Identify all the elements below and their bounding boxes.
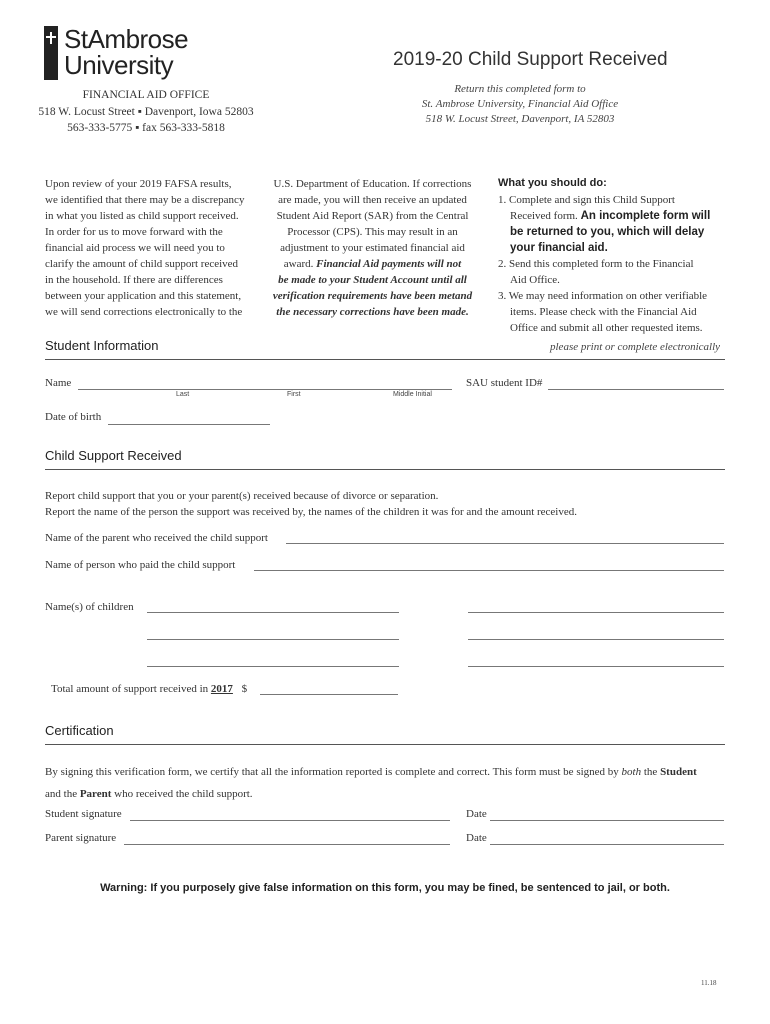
return-line-1: Return this completed form to: [454, 83, 586, 95]
intro-line: financial aid process we will need you to: [45, 242, 225, 254]
name-middle-label: Middle Initial: [393, 391, 432, 398]
certification-text: who received the child support.: [114, 788, 253, 800]
certification-text: By signing this verification form, we certify that all the information reported is complete and correct. This form must be signed by: [45, 766, 619, 778]
student-date-field[interactable]: [492, 807, 722, 820]
intro-line: Processor (CPS). This may result in an: [287, 226, 458, 238]
bullet-icon: ▪: [135, 122, 140, 134]
print-note: please print or complete electronically: [550, 341, 721, 353]
payment-warning-line: verification requirements have been metand: [272, 290, 473, 302]
name-field[interactable]: [80, 376, 450, 389]
name-first-label: First: [287, 391, 301, 398]
list-item-text: Received form.: [510, 210, 578, 222]
list-item: 3. We may need information on other verifiable: [498, 290, 708, 302]
sau-id-field-line: [548, 389, 724, 390]
list-item: 1. Complete and sign this Child Support: [498, 194, 675, 206]
intro-line: in the household. If there are differences: [45, 274, 223, 286]
section-divider: [45, 469, 725, 470]
list-item: items. Please check with the Financial Aid: [510, 306, 697, 318]
intro-line: clarify the amount of child support received: [45, 258, 239, 270]
parent-signature-label: Parent signature: [45, 832, 117, 844]
office-address: [16, 106, 276, 118]
intro-column-2: [265, 176, 480, 320]
certification-both: both: [621, 766, 642, 778]
intro-line: Student Aid Report (SAR) from the Central: [276, 210, 469, 222]
student-date-label: Date: [466, 808, 487, 820]
certification-text: the: [643, 766, 658, 778]
certification-parent: Parent: [79, 788, 112, 800]
name-label: Name: [45, 377, 72, 389]
certification-statement-1: [45, 764, 697, 780]
total-support-text: Total amount of support received in: [51, 683, 209, 695]
payment-warning: Financial Aid payments will not: [316, 258, 462, 270]
intro-column-1: [45, 176, 260, 320]
parent-date-field[interactable]: [492, 831, 722, 844]
list-item: [498, 208, 738, 224]
intro-line: are made, you will then receive an updated: [278, 194, 467, 206]
section-divider: [45, 744, 725, 745]
name-field-line: [78, 389, 452, 390]
office-fax: fax 563-333-5818: [142, 122, 225, 134]
office-phone: 563-333-5775: [67, 122, 133, 134]
bullet-icon: ▪: [137, 106, 142, 118]
incomplete-warning: An incomplete form will: [580, 210, 711, 222]
list-item: Aid Office.: [510, 274, 560, 286]
incomplete-warning: be returned to you, which will delay: [510, 226, 705, 238]
child-support-instruction-2: Report the name of the person the support was received by, the names of the children it was for and the amount received.: [45, 506, 577, 518]
parent-signature-field[interactable]: [126, 831, 448, 844]
currency-symbol: $: [241, 683, 248, 695]
child-name-field-line: [468, 612, 724, 613]
child-name-field-line: [147, 612, 399, 613]
sau-id-field[interactable]: [550, 376, 724, 389]
intro-line: adjustment to your estimated financial aid: [280, 242, 465, 254]
intro-line: between your application and this statement,: [45, 290, 242, 302]
what-to-do-list: [498, 192, 738, 336]
student-signature-label: Student signature: [45, 808, 122, 820]
intro-line: [265, 256, 480, 272]
false-information-warning: Warning: If you purposely give false information on this form, you may be fined, be sentenced to jail, or both.: [100, 882, 670, 894]
certification-student: Student: [660, 766, 697, 778]
what-to-do-title: What you should do:: [498, 177, 607, 189]
child-name-field-line: [468, 666, 724, 667]
logo-line-2: University: [64, 50, 174, 80]
child-name-field-line: [468, 639, 724, 640]
payer-name-field-line: [254, 570, 724, 571]
cross-icon: [50, 32, 52, 44]
total-support-year: 2017: [210, 683, 233, 695]
intro-line: we will send corrections electronically to the: [45, 306, 243, 318]
office-contact: [16, 122, 276, 134]
section-title-student-info: Student Information: [45, 338, 159, 353]
list-item: Office and submit all other requested items.: [510, 322, 703, 334]
section-divider: [45, 359, 725, 360]
office-street: 518 W. Locust Street: [38, 106, 135, 118]
return-line-3: 518 W. Locust Street, Davenport, IA 52803: [425, 113, 615, 125]
name-last-label: Last: [176, 391, 190, 398]
logo-line-1: StAmbrose: [64, 24, 189, 54]
intro-line: In order for us to move forward with the: [45, 226, 223, 238]
payment-warning-line: the necessary corrections have been made.: [276, 306, 469, 318]
child-name-field-line: [147, 666, 399, 667]
parent-signature-field-line: [124, 844, 450, 845]
sau-id-label: SAU student ID#: [466, 377, 543, 389]
parent-date-label: Date: [466, 832, 487, 844]
form-title: 2019-20 Child Support Received: [393, 49, 668, 70]
intro-award: award.: [283, 258, 314, 270]
student-signature-field[interactable]: [132, 807, 448, 820]
section-title-child-support: Child Support Received: [45, 448, 182, 463]
student-signature-field-line: [130, 820, 450, 821]
child-support-instruction-1: Report child support that you or your parent(s) received because of divorce or separation.: [45, 490, 439, 502]
dob-field[interactable]: [110, 410, 268, 423]
student-date-field-line: [490, 820, 724, 821]
office-name: FINANCIAL AID OFFICE: [82, 89, 210, 101]
university-logo: [64, 26, 188, 78]
form-revision-code: 11.18: [701, 979, 717, 987]
certification-statement-2: [45, 786, 253, 802]
parent-name-label: Name of the parent who received the child support: [45, 532, 268, 544]
intro-line: Upon review of your 2019 FAFSA results,: [45, 178, 232, 190]
parent-name-field-line: [286, 543, 724, 544]
office-city: Davenport, Iowa 52803: [144, 106, 254, 118]
dob-label: Date of birth: [45, 411, 102, 423]
total-support-label: [51, 683, 247, 695]
section-title-certification: Certification: [45, 723, 114, 738]
intro-line: U.S. Department of Education. If corrections: [273, 178, 472, 190]
dob-field-line: [108, 424, 270, 425]
cross-icon-bar: [46, 36, 56, 38]
children-names-label: Name(s) of children: [45, 601, 134, 613]
parent-date-field-line: [490, 844, 724, 845]
payer-name-label: Name of person who paid the child support: [45, 559, 236, 571]
payment-warning-line: be made to your Student Account until all: [278, 274, 467, 286]
certification-text: and the: [45, 788, 78, 800]
incomplete-warning: your financial aid.: [510, 242, 608, 254]
list-item: 2. Send this completed form to the Financial: [498, 258, 694, 270]
intro-line: in what you listed as child support received.: [45, 210, 239, 222]
total-support-field-line: [260, 694, 398, 695]
intro-line: we identified that there may be a discrepancy: [45, 194, 245, 206]
return-line-2: St. Ambrose University, Financial Aid Office: [421, 98, 619, 110]
child-name-field-line: [147, 639, 399, 640]
